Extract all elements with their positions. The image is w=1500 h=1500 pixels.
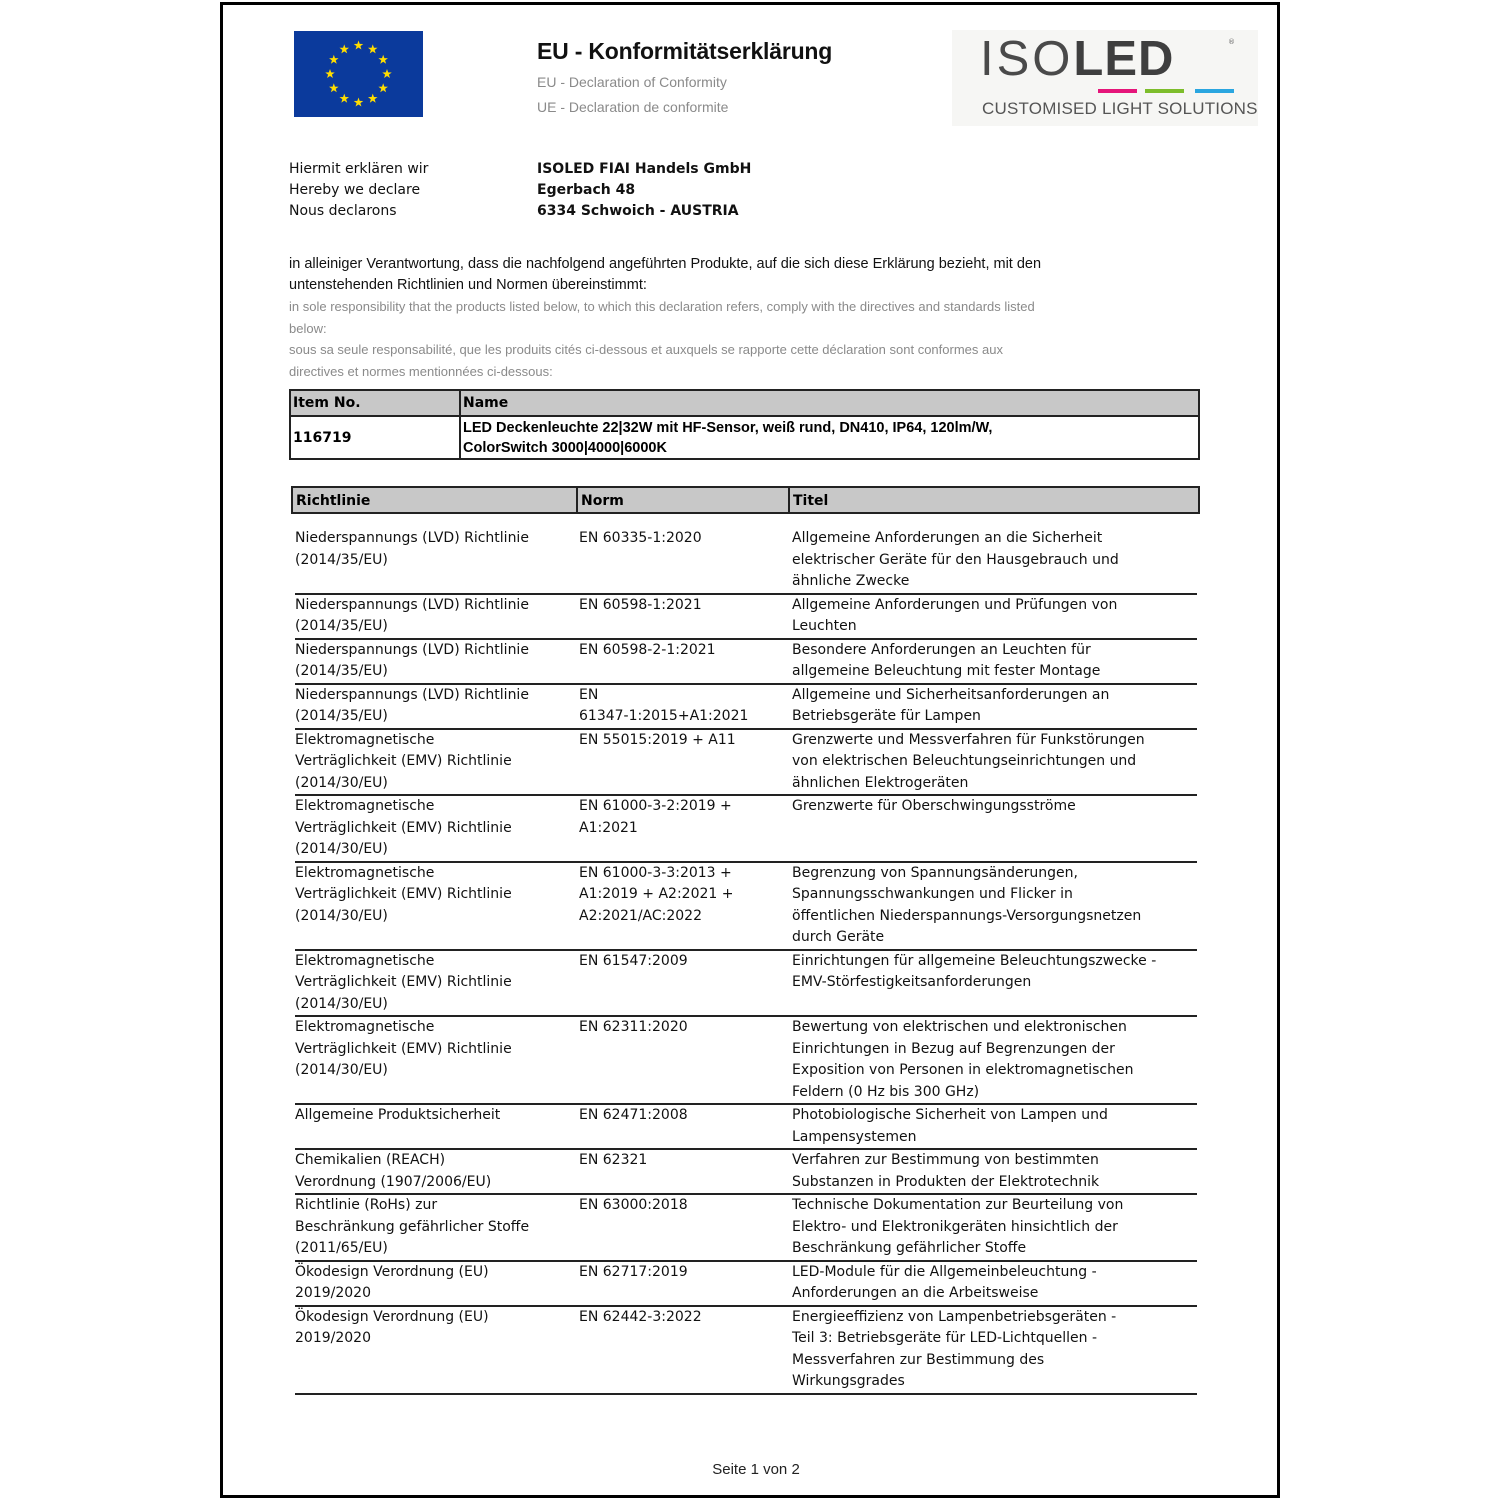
subtitle-fr: UE - Declaration de conformite [537,99,729,115]
cell-titel-line: Besondere Anforderungen an Leuchten für [792,641,1091,658]
declare-label-en: Hereby we declare [289,182,421,198]
intro-de: in alleiniger Verantwortung, dass die nachfolgend angeführten Produkte, auf die sich diese Erklärung bezieht, mit den untenstehenden Richtlinien und Normen übereinstimmt: [289,256,1042,293]
cell-titel-line: Substanzen in Produkten der Elektrotechnik [792,1173,1100,1190]
item-row [290,416,1199,459]
table-row [295,951,1197,1018]
cell-richtlinie [295,685,579,728]
cell-titel-line: Einrichtungen in Bezug auf Begrenzungen der [792,1040,1115,1057]
cell-titel [792,730,1197,795]
table-row [295,796,1197,863]
cell-norm-line: EN 60598-2-1:2021 [579,641,716,658]
cell-norm [579,863,792,949]
cell-titel-line: Betriebsgeräte für Lampen [792,708,981,724]
header-norm: Norm [578,488,790,512]
cell-richtlinie [295,796,579,861]
cell-titel-line: Exposition von Personen in elektromagnetischen [792,1062,1134,1078]
cell-richtlinie-line: Ökodesign Verordnung (EU) [295,1263,489,1280]
table-row [295,640,1197,685]
intro-en: in sole responsibility that the products listed below, to which this declaration refers, comply with the directives and standards listed below: [289,299,1035,336]
cell-titel [792,863,1197,949]
cell-titel [792,951,1197,1016]
cell-norm [579,730,792,795]
cell-norm-line: A1:2019 + A2:2021 + [579,886,734,902]
cell-titel [792,1262,1197,1305]
cell-richtlinie [295,1105,579,1148]
cell-richtlinie-line: Niederspannungs (LVD) Richtlinie [295,596,529,613]
cell-norm [579,1017,792,1103]
cell-titel-line: Leuchten [792,618,857,634]
logo-wordmark [980,32,1175,86]
cell-norm-line: EN 61547:2009 [579,952,688,969]
cell-titel-line: Wirkungsgrades [792,1373,905,1389]
cell-titel-line: Feldern (0 Hz bis 300 GHz) [792,1083,980,1100]
cell-norm [579,595,792,638]
cell-norm [579,528,792,593]
logo-word-bold: LED [1073,32,1175,86]
cell-titel-line: Bewertung von elektrischen und elektronischen [792,1019,1127,1035]
cell-richtlinie [295,1307,579,1393]
isoled-logo [952,30,1258,126]
company-name: ISOLED FIAI Handels GmbH [537,161,752,177]
cell-richtlinie [295,528,579,593]
cell-richtlinie-line: Niederspannungs (LVD) Richtlinie [295,686,529,703]
header-titel: Titel [793,493,829,509]
cell-titel-line: Elektro- und Elektronikgeräten hinsichtlich der [792,1218,1118,1235]
cell-titel-line: LED-Module für die Allgemeinbeleuchtung - [792,1263,1097,1280]
cell-richtlinie-line: Verträglichkeit (EMV) Richtlinie [295,819,512,836]
table-row [295,863,1197,951]
item-name-line2: ColorSwitch 3000|4000|6000K [463,439,667,456]
title-block [537,38,832,115]
declaration-labels [289,159,428,222]
cell-norm-line: EN 62321 [579,1152,648,1168]
page-title: EU - Konformitätserklärung [537,38,833,64]
cell-titel-line: Beschränkung gefährlicher Stoffe [792,1240,1027,1256]
cell-norm [579,1195,792,1260]
table-row [295,1105,1197,1150]
cell-norm-line: EN 60335-1:2020 [579,530,702,546]
table-row [295,685,1197,730]
cell-titel-line: Einrichtungen für allgemeine Beleuchtungszwecke - [792,952,1157,969]
cell-richtlinie [295,1195,579,1260]
cell-titel-line: Teil 3: Betriebsgeräte für LED-Lichtquellen - [792,1330,1097,1346]
cell-richtlinie [295,951,579,1016]
cell-titel [792,796,1197,861]
cell-titel [792,1017,1197,1103]
cell-richtlinie-line: (2014/35/EU) [295,708,388,724]
standards-table-body [295,528,1197,1395]
cell-norm-line: A1:2021 [579,819,638,836]
logo-bar-green [1145,89,1184,93]
cell-richtlinie-line: Allgemeine Produktsicherheit [295,1107,501,1123]
cell-norm-line: EN 62471:2008 [579,1107,688,1123]
cell-richtlinie [295,1262,579,1305]
cell-titel-line: Allgemeine und Sicherheitsanforderungen an [792,686,1110,703]
cell-norm-line: EN 55015:2019 + A11 [579,731,736,748]
cell-titel-line: Grenzwerte für Oberschwingungsströme [792,798,1076,814]
cell-norm [579,1307,792,1393]
cell-richtlinie-line: Verträglichkeit (EMV) Richtlinie [295,753,512,769]
cell-richtlinie-line: Elektromagnetische [295,952,435,969]
intro-fr: sous sa seule responsabilité, que les produits cités ci-dessous et auxquels se rapporte cette déclaration sont conformes aux directives et normes mentionnées ci-dessous: [289,342,1003,379]
declare-label-fr: Nous declarons [289,203,397,219]
cell-norm-line: EN 61000-3-2:2019 + [579,798,732,814]
item-table-header [290,390,1199,416]
cell-norm-line: EN 61000-3-3:2013 + [579,864,732,881]
cell-richtlinie-line: Verträglichkeit (EMV) Richtlinie [295,974,512,990]
cell-richtlinie-line: Niederspannungs (LVD) Richtlinie [295,530,529,546]
cell-titel-line: Technische Dokumentation zur Beurteilung von [792,1197,1124,1213]
cell-richtlinie-line: (2014/30/EU) [295,1062,388,1078]
cell-norm [579,796,792,861]
cell-norm-line: EN 62311:2020 [579,1019,688,1035]
subtitle-en: EU - Declaration of Conformity [537,74,727,90]
table-row [295,730,1197,797]
cell-richtlinie-line: Verträglichkeit (EMV) Richtlinie [295,1040,512,1057]
header-name: Name [460,390,1199,416]
cell-richtlinie-line: Beschränkung gefährlicher Stoffe [295,1218,530,1235]
cell-norm [579,640,792,683]
cell-richtlinie-line: (2011/65/EU) [295,1240,388,1256]
cell-richtlinie-line: Verordnung (1907/2006/EU) [295,1173,492,1190]
cell-richtlinie-line: 2019/2020 [295,1330,371,1346]
cell-richtlinie-line: (2014/30/EU) [295,841,388,857]
cell-richtlinie [295,863,579,949]
table-row [295,1150,1197,1195]
cell-richtlinie [295,730,579,795]
cell-richtlinie-line: Elektromagnetische [295,1019,435,1035]
cell-norm-line: EN 62717:2019 [579,1263,688,1280]
cell-titel-line: elektrischer Geräte für den Hausgebrauch und [792,551,1119,568]
page-number: Seite 1 von 2 [712,1461,800,1478]
cell-titel-line: Anforderungen an die Arbeitsweise [792,1285,1039,1301]
cell-richtlinie-line: Elektromagnetische [295,731,435,748]
cell-titel [792,1105,1197,1148]
cell-titel-line: Grenzwerte und Messverfahren für Funkstörungen [792,731,1145,748]
cell-titel [792,528,1197,593]
cell-norm [579,951,792,1016]
table-row [295,1262,1197,1307]
cell-norm [579,685,792,728]
intro-text [289,254,1049,382]
item-table [289,389,1200,460]
cell-norm-line: EN 63000:2018 [579,1197,688,1213]
cell-titel [792,685,1197,728]
header-item-no: Item No. [290,390,460,416]
cell-richtlinie [295,1150,579,1193]
cell-titel-line: Allgemeine Anforderungen an die Sicherheit [792,530,1103,546]
cell-titel-line: durch Geräte [792,929,885,945]
cell-titel [792,1307,1197,1393]
cell-titel-line: Photobiologische Sicherheit von Lampen und [792,1107,1108,1123]
cell-richtlinie-line: (2014/35/EU) [295,551,388,568]
registered-mark: ® [1228,38,1235,46]
cell-richtlinie-line: (2014/30/EU) [295,774,388,791]
cell-titel-line: Spannungsschwankungen und Flicker in [792,886,1073,902]
cell-titel-line: öffentlichen Niederspannungs-Versorgungsnetzen [792,907,1142,924]
cell-richtlinie-line: (2014/35/EU) [295,663,388,679]
company-street: Egerbach 48 [537,182,636,198]
item-name [460,416,1199,459]
cell-richtlinie-line: 2019/2020 [295,1285,371,1301]
cell-richtlinie-line: (2014/35/EU) [295,618,388,634]
cell-titel-line: ähnlichen Elektrogeräten [792,774,969,791]
cell-norm-line: A2:2021/AC:2022 [579,907,702,924]
cell-norm [579,1262,792,1305]
table-row [295,528,1197,595]
table-row [295,1017,1197,1105]
cell-titel-line: Messverfahren zur Bestimmung des [792,1351,1045,1368]
item-name-line1: LED Deckenleuchte 22|32W mit HF-Sensor, weiß rund, DN410, IP64, 120lm/W, [463,419,993,436]
cell-titel-line: Allgemeine Anforderungen und Prüfungen von [792,596,1118,613]
cell-richtlinie-line: (2014/30/EU) [295,907,388,924]
item-number: 116719 [290,416,460,459]
cell-richtlinie [295,1017,579,1103]
cell-richtlinie-line: Elektromagnetische [295,798,435,814]
cell-richtlinie-line: (2014/30/EU) [295,995,388,1012]
cell-titel-line: allgemeine Beleuchtung mit fester Montage [792,663,1101,679]
cell-richtlinie-line: Elektromagnetische [295,864,435,881]
logo-word-thin: ISO [980,32,1074,86]
cell-norm-line: EN [579,686,599,703]
cell-titel-line: Lampensystemen [792,1128,917,1145]
logo-tagline: CUSTOMISED LIGHT SOLUTIONS [982,99,1258,118]
cell-titel-line: ähnliche Zwecke [792,573,910,589]
company-city: 6334 Schwoich - AUSTRIA [537,203,739,219]
header-richtlinie: Richtlinie [293,488,578,512]
table-row [295,1195,1197,1262]
cell-richtlinie-line: Ökodesign Verordnung (EU) [295,1308,489,1325]
table-row [295,595,1197,640]
logo-bar-magenta [1098,89,1137,93]
cell-norm-line: 61347-1:2015+A1:2021 [579,708,749,724]
cell-titel [792,595,1197,638]
declare-label-de: Hiermit erklären wir [289,161,429,177]
cell-titel-line: Energieeffizienz von Lampenbetriebsgeräten - [792,1308,1117,1325]
company-address [537,159,751,222]
cell-titel-line: EMV-Störfestigkeitsanforderungen [792,974,1032,990]
cell-titel [792,1195,1197,1260]
cell-richtlinie-line: Chemikalien (REACH) [295,1152,446,1168]
cell-norm [579,1105,792,1148]
table-row [295,1307,1197,1395]
cell-titel-line: Verfahren zur Bestimmung von bestimmten [792,1152,1099,1168]
cell-richtlinie [295,595,579,638]
cell-richtlinie-line: Niederspannungs (LVD) Richtlinie [295,641,529,658]
eu-flag-icon [294,31,423,117]
cell-titel [792,1150,1197,1193]
cell-titel-line: von elektrischen Beleuchtungseinrichtungen und [792,753,1137,769]
cell-richtlinie-line: Richtlinie (RoHs) zur [295,1197,438,1213]
logo-bar-blue [1195,89,1234,93]
cell-norm [579,1150,792,1193]
cell-richtlinie-line: Verträglichkeit (EMV) Richtlinie [295,886,512,902]
standards-table-header [291,486,1200,514]
cell-norm-line: EN 62442-3:2022 [579,1308,702,1325]
cell-titel [792,640,1197,683]
cell-norm-line: EN 60598-1:2021 [579,596,702,613]
cell-titel-line: Begrenzung von Spannungsänderungen, [792,864,1078,881]
cell-richtlinie [295,640,579,683]
